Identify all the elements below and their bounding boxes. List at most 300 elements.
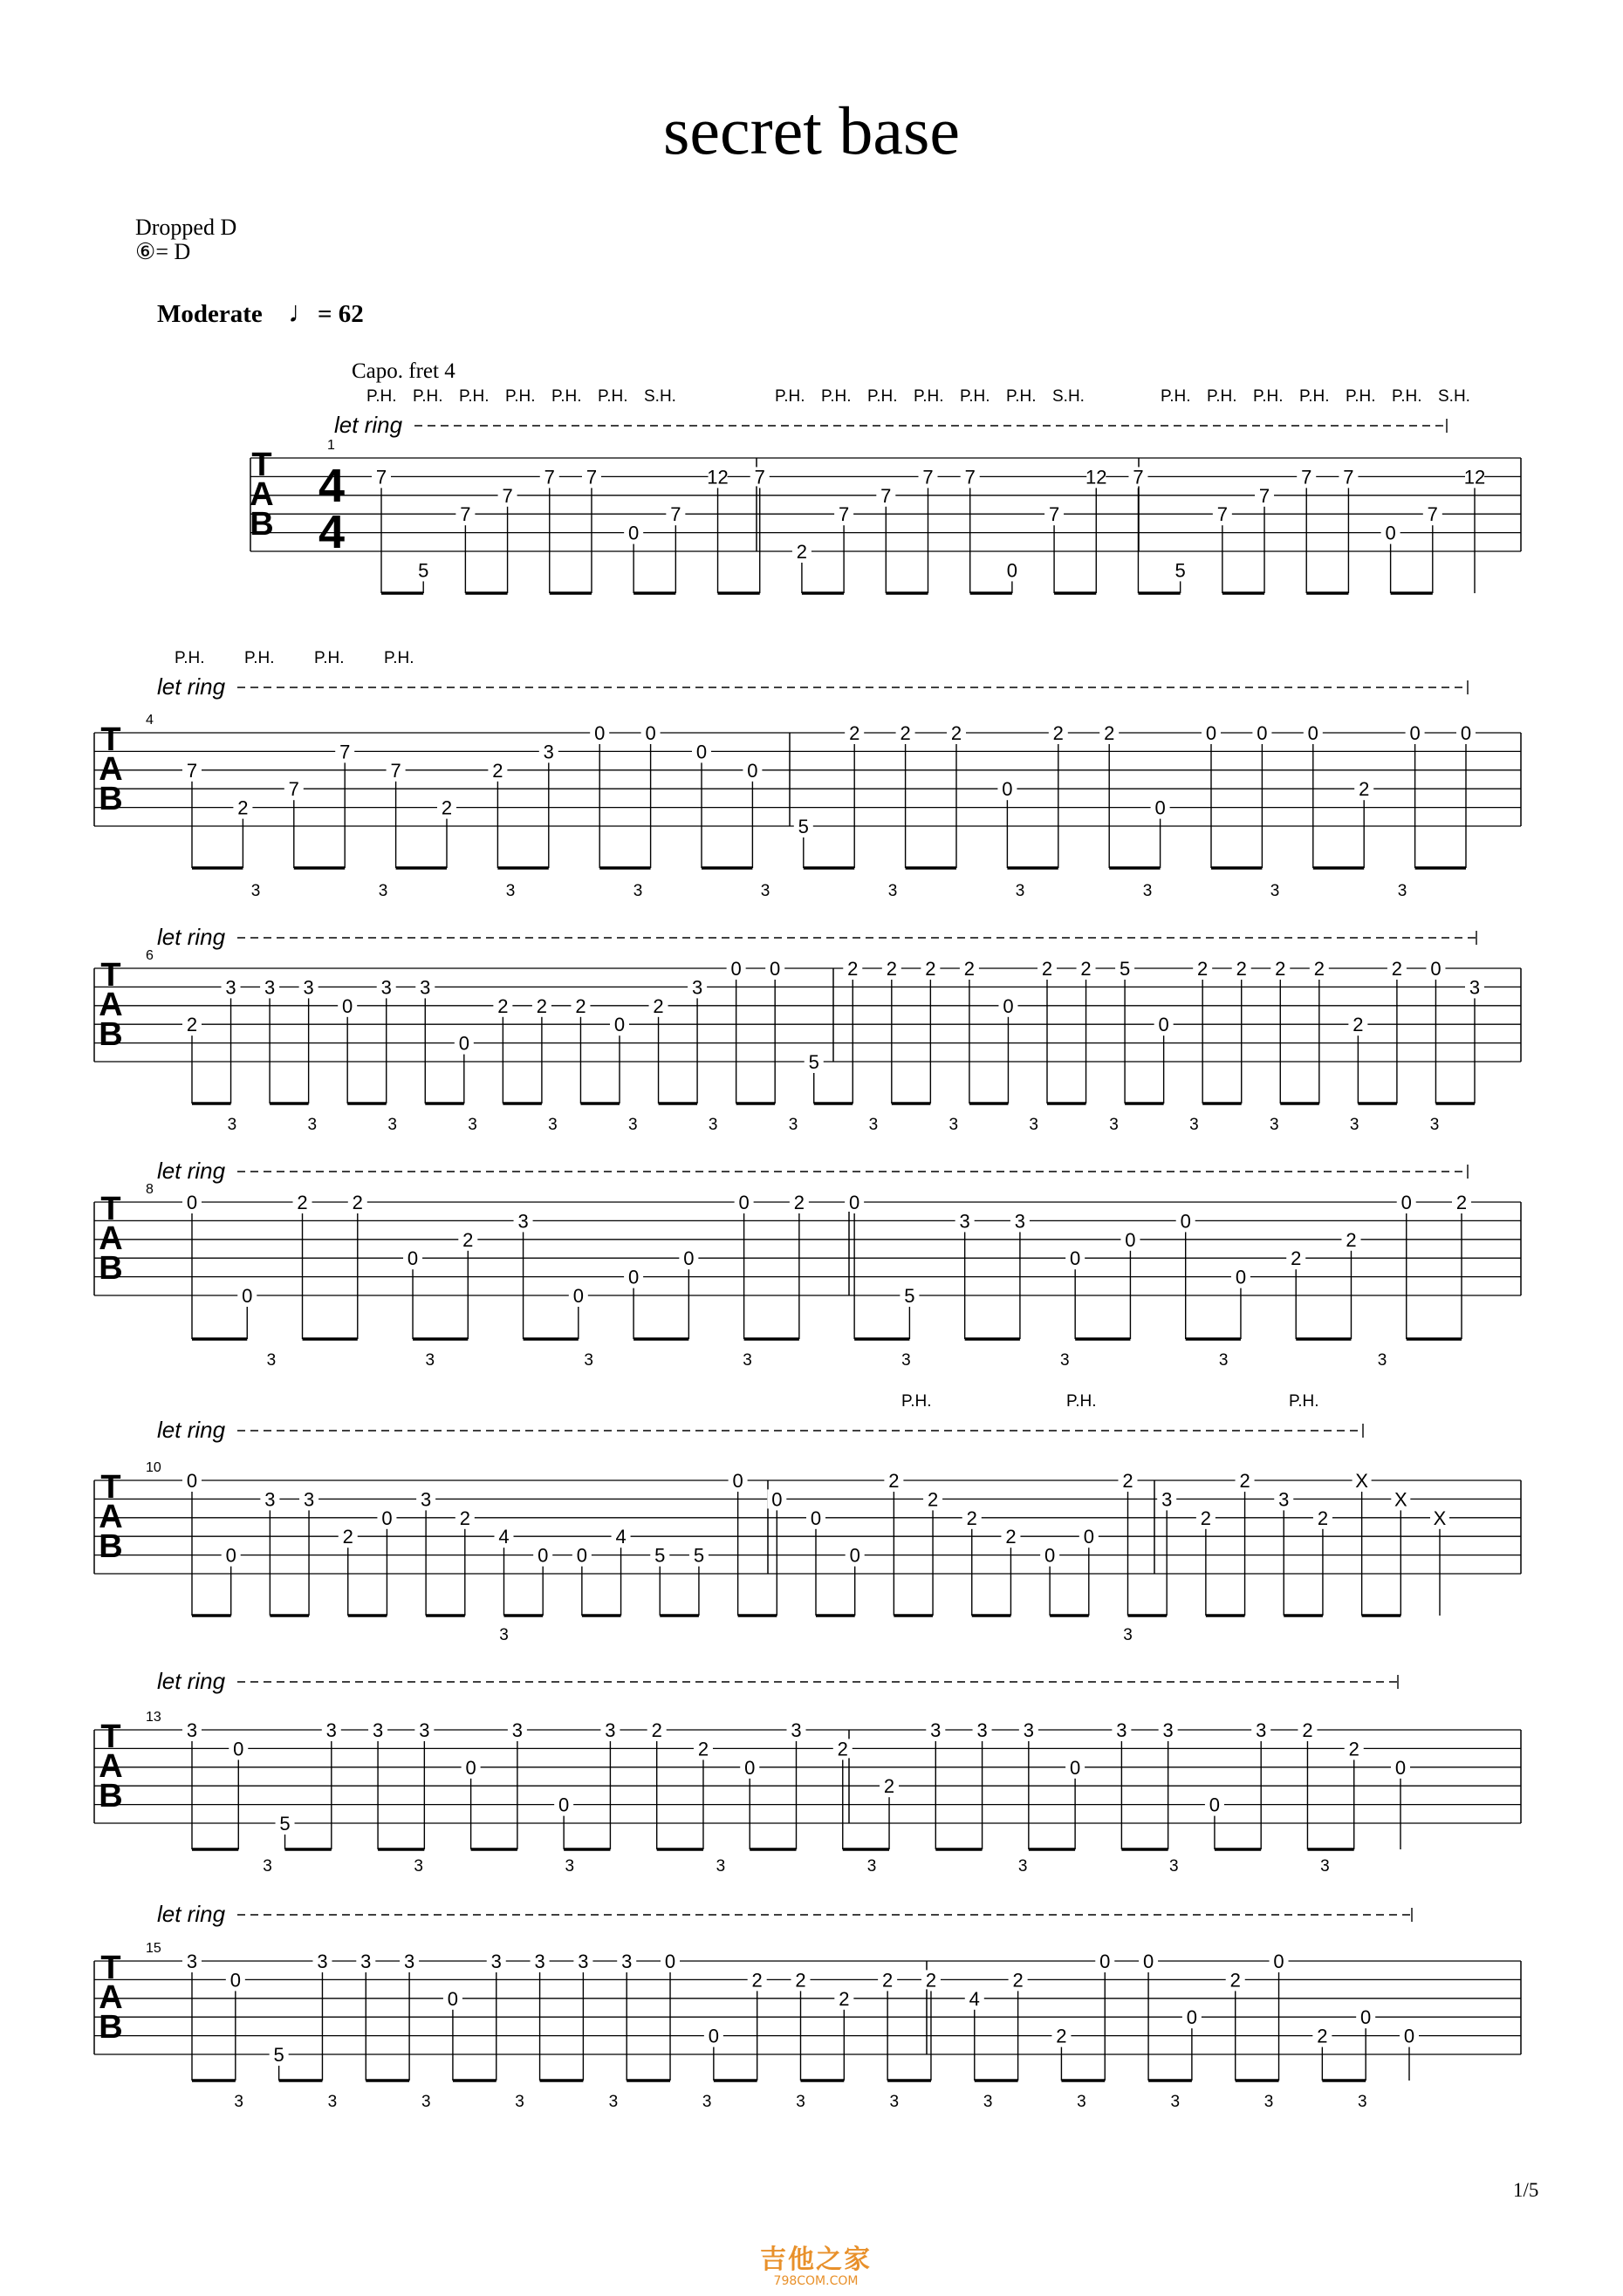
tuplet-number: 3 — [887, 882, 898, 900]
technique-annotation: P.H. — [1392, 387, 1422, 406]
tuning-name: Dropped D — [135, 215, 237, 240]
fret-number: 0 — [645, 722, 656, 744]
technique-annotation: P.H. — [505, 387, 536, 406]
tuplet-number: 3 — [584, 1351, 593, 1370]
measure-number: 15 — [146, 1941, 161, 1956]
fret-number: 2 — [886, 958, 897, 980]
tuplet-number: 3 — [1270, 882, 1280, 900]
fret-number: 3 — [1116, 1719, 1127, 1741]
technique-annotation: P.H. — [1006, 387, 1037, 406]
fret-number: 2 — [575, 994, 586, 1017]
fret-number: 7 — [1301, 466, 1312, 489]
site-logo — [742, 2238, 890, 2288]
fret-number: 0 — [744, 1756, 756, 1779]
fret-number: 3 — [264, 1488, 276, 1511]
measure-number: 4 — [146, 713, 154, 728]
tuplet-number: 3 — [796, 2093, 805, 2111]
tuplet-number: 3 — [1015, 882, 1025, 900]
fret-number: 0 — [1070, 1247, 1081, 1270]
fret-number: 7 — [186, 759, 198, 782]
technique-annotation: P.H. — [1161, 387, 1191, 406]
fret-number: 7 — [502, 484, 513, 507]
fret-number: 7 — [1048, 503, 1060, 526]
fret-number: 3 — [303, 976, 314, 999]
fret-number: 2 — [651, 1719, 662, 1741]
fret-number: X — [1433, 1507, 1447, 1529]
tab-clef-letter: T — [100, 721, 121, 758]
tuplet-number: 3 — [468, 1116, 477, 1134]
fret-number: 0 — [664, 1951, 676, 1972]
technique-annotation: S.H. — [1438, 387, 1470, 406]
fret-number: 0 — [708, 2025, 719, 2047]
tuplet-number: 3 — [628, 1116, 638, 1134]
time-signature-bottom: 4 — [318, 506, 346, 558]
fret-number: 2 — [186, 1014, 198, 1036]
fret-number: 3 — [1469, 976, 1481, 999]
fret-number: 3 — [930, 1719, 942, 1741]
measure-number: 1 — [327, 438, 335, 453]
tab-clef-letter: A — [99, 1220, 123, 1257]
technique-annotation: P.H. — [244, 649, 275, 667]
fret-number: 0 — [572, 1285, 584, 1307]
tab-clef-letter: B — [99, 1016, 123, 1053]
fret-number: 12 — [1463, 466, 1486, 489]
fret-number: 0 — [1154, 796, 1166, 819]
tab-clef-letter: B — [99, 1528, 123, 1565]
fret-number: 0 — [738, 1192, 750, 1213]
fret-number: 0 — [1460, 722, 1472, 744]
fret-number: 2 — [1122, 1470, 1133, 1492]
fret-number: 3 — [317, 1951, 328, 1972]
fret-number: 0 — [576, 1544, 587, 1567]
fret-number: 3 — [1014, 1210, 1026, 1233]
fret-number: 0 — [1360, 2006, 1372, 2029]
tab-clef-letter: B — [250, 506, 274, 543]
fret-number: 2 — [925, 958, 936, 980]
fret-number: 2 — [1346, 1228, 1357, 1251]
fret-number: 0 — [810, 1507, 822, 1529]
fret-number: 2 — [882, 1969, 894, 1992]
fret-number: 7 — [1258, 484, 1270, 507]
tuplet-number: 3 — [263, 1857, 272, 1876]
tuplet-number: 3 — [866, 1857, 877, 1876]
fret-number: 2 — [966, 1507, 977, 1529]
fret-number: 0 — [242, 1285, 253, 1307]
tuplet-number: 3 — [1077, 2093, 1086, 2111]
fret-number: 4 — [969, 1987, 980, 2010]
fret-number: 0 — [771, 1488, 783, 1511]
technique-annotation: P.H. — [1066, 1392, 1097, 1411]
tuplet-number: 3 — [1029, 1116, 1038, 1134]
fret-number: 2 — [1317, 2025, 1328, 2047]
fret-number: 3 — [186, 1951, 198, 1972]
tuplet-number: 3 — [1169, 1857, 1179, 1876]
fret-number: 2 — [1200, 1507, 1211, 1529]
fret-number: 0 — [1125, 1228, 1136, 1251]
fret-number: 7 — [880, 484, 892, 507]
technique-annotation: P.H. — [775, 387, 805, 406]
fret-number: 7 — [375, 466, 387, 489]
fret-number: 5 — [273, 2044, 284, 2066]
fret-number: 0 — [458, 1032, 469, 1055]
fret-number: 3 — [621, 1951, 633, 1972]
fret-number: 2 — [1317, 1507, 1329, 1529]
let-ring-label: let ring — [157, 1901, 226, 1927]
fret-number: 2 — [1005, 1526, 1017, 1548]
tuplet-number: 3 — [743, 1351, 752, 1370]
tuplet-number: 3 — [499, 1626, 509, 1644]
fret-number: 0 — [1205, 722, 1217, 744]
fret-number: 0 — [447, 1987, 459, 2010]
fret-number: 5 — [1174, 559, 1186, 582]
fret-number: 7 — [838, 503, 850, 526]
fret-number: 5 — [1119, 958, 1131, 980]
tuplet-number: 3 — [250, 882, 261, 900]
tuplet-number: 3 — [1060, 1351, 1070, 1370]
fret-number: 7 — [754, 466, 765, 489]
fret-number: 2 — [888, 1470, 900, 1492]
fret-number: 2 — [441, 796, 453, 819]
tab-clef-letter: B — [99, 1778, 123, 1814]
tuplet-number: 3 — [1349, 1116, 1359, 1134]
fret-number: 0 — [1069, 1756, 1081, 1779]
fret-number: 0 — [613, 1014, 626, 1036]
fret-number: 3 — [976, 1719, 988, 1741]
fret-number: 0 — [1257, 722, 1268, 744]
fret-number: 0 — [1142, 1951, 1154, 1972]
technique-annotation: S.H. — [644, 387, 676, 406]
fret-number: 3 — [421, 1488, 432, 1511]
tab-clef-letter: A — [99, 987, 123, 1023]
fret-number: 3 — [534, 1951, 545, 1972]
fret-number: 3 — [360, 1951, 372, 1972]
tuplet-number: 3 — [1377, 1351, 1387, 1370]
fret-number: 2 — [1104, 722, 1115, 744]
fret-number: 5 — [418, 559, 429, 582]
fret-number: 0 — [465, 1756, 476, 1779]
fret-number: 0 — [627, 1266, 640, 1288]
fret-number: 3 — [1162, 1719, 1174, 1741]
fret-number: 3 — [578, 1951, 589, 1972]
fret-number: 3 — [225, 976, 236, 999]
fret-number: 2 — [1313, 958, 1325, 980]
fret-number: 2 — [653, 994, 664, 1017]
let-ring-label: let ring — [157, 1668, 226, 1694]
fret-number: 7 — [390, 759, 401, 782]
tuplet-number: 3 — [702, 2093, 712, 2111]
fret-number: 12 — [1085, 466, 1107, 489]
fret-number: 5 — [808, 1051, 819, 1073]
fret-number: 0 — [1209, 1794, 1221, 1816]
capo-marking: Capo. fret 4 — [352, 359, 455, 383]
technique-annotation: P.H. — [867, 387, 898, 406]
fret-number: 0 — [1409, 722, 1421, 744]
technique-annotation: P.H. — [459, 387, 490, 406]
fret-number: 0 — [1430, 958, 1442, 980]
fret-number: 7 — [670, 503, 681, 526]
fret-number: 2 — [1359, 778, 1370, 801]
let-ring-label: let ring — [157, 673, 226, 700]
fret-number: 2 — [1239, 1470, 1250, 1492]
tab-clef-letter: T — [100, 1191, 121, 1227]
tuplet-number: 3 — [1358, 2093, 1367, 2111]
let-ring-label: let ring — [334, 412, 403, 438]
fret-number: 0 — [732, 1470, 743, 1492]
fret-number: 7 — [586, 466, 598, 489]
fret-number: 2 — [1229, 1969, 1241, 1992]
fret-number: 7 — [544, 466, 555, 489]
fret-number: X — [1394, 1488, 1407, 1511]
tuplet-number: 3 — [1263, 2093, 1274, 2111]
fret-number: 0 — [1273, 1951, 1284, 1972]
fret-number: 0 — [407, 1247, 419, 1270]
song-title: secret base — [663, 92, 960, 168]
tuplet-number: 3 — [1270, 1116, 1279, 1134]
fret-number: 3 — [959, 1210, 970, 1233]
fret-number: 2 — [352, 1192, 363, 1213]
fret-number: 2 — [1348, 1738, 1359, 1760]
fret-number: 3 — [517, 1210, 529, 1233]
fret-number: 2 — [1197, 958, 1209, 980]
fret-number: 7 — [1133, 466, 1144, 489]
fret-number: 2 — [1052, 722, 1064, 744]
fret-number: 5 — [904, 1285, 915, 1307]
fret-number: 0 — [1003, 994, 1014, 1017]
tuplet-number: 3 — [387, 1116, 397, 1134]
tuplet-number: 3 — [421, 2093, 431, 2111]
technique-annotation: P.H. — [914, 387, 944, 406]
fret-number: 0 — [594, 722, 606, 744]
fret-number: 2 — [900, 722, 911, 744]
tuplet-number: 3 — [1017, 1857, 1028, 1876]
fret-number: 2 — [1391, 958, 1403, 980]
tuplet-number: 3 — [307, 1116, 318, 1134]
technique-annotation: P.H. — [413, 387, 443, 406]
fret-number: 7 — [922, 466, 934, 489]
fret-number: 4 — [498, 1526, 510, 1548]
fret-number: 5 — [654, 1544, 666, 1567]
fret-number: 0 — [849, 1544, 860, 1567]
fret-number: 7 — [1343, 466, 1354, 489]
fret-number: 2 — [793, 1192, 805, 1213]
fret-number: 5 — [279, 1813, 291, 1835]
fret-number: 2 — [1056, 2025, 1067, 2047]
fret-number: 4 — [615, 1526, 627, 1548]
technique-annotation: P.H. — [1346, 387, 1376, 406]
logo-main: 吉他之家 — [760, 2245, 872, 2275]
fret-number: 0 — [628, 522, 640, 544]
tab-clef-letter: A — [99, 1499, 123, 1535]
fret-number: 0 — [1099, 1951, 1111, 1972]
fret-number: 3 — [1278, 1488, 1290, 1511]
tuplet-number: 3 — [227, 1116, 237, 1134]
fret-number: 2 — [697, 1738, 709, 1760]
tuplet-number: 3 — [1397, 882, 1407, 900]
technique-annotation: P.H. — [175, 649, 205, 667]
tab-clef-letter: A — [99, 751, 123, 788]
tuplet-number: 3 — [716, 1857, 726, 1876]
tuplet-number: 3 — [760, 882, 770, 900]
measure-number: 6 — [146, 948, 154, 963]
let-ring-label: let ring — [157, 1158, 226, 1184]
fret-number: 2 — [837, 1738, 848, 1760]
fret-number: 0 — [1186, 2006, 1198, 2029]
tuplet-number: 3 — [515, 2093, 524, 2111]
fret-number: 3 — [264, 976, 276, 999]
tab-clef-letter: A — [99, 1979, 123, 2016]
fret-number: 3 — [419, 1719, 430, 1741]
fret-number: 0 — [186, 1470, 198, 1492]
fret-number: 3 — [1256, 1719, 1267, 1741]
tuplet-number: 3 — [788, 1116, 798, 1134]
fret-number: 3 — [605, 1719, 616, 1741]
technique-annotation: P.H. — [314, 649, 345, 667]
technique-annotation: P.H. — [384, 649, 414, 667]
technique-annotation: S.H. — [1052, 387, 1085, 406]
fret-number: 3 — [1023, 1719, 1034, 1741]
fret-number: 3 — [691, 976, 703, 999]
technique-annotation: P.H. — [901, 1392, 932, 1411]
fret-number: 3 — [791, 1719, 802, 1741]
technique-annotation: P.H. — [1253, 387, 1284, 406]
fret-number: 2 — [796, 541, 808, 563]
tab-clef-letter: B — [99, 781, 123, 817]
fret-number: 7 — [1216, 503, 1228, 526]
fret-number: 0 — [770, 958, 781, 980]
fret-number: 2 — [459, 1507, 470, 1529]
time-signature-top: 4 — [318, 460, 346, 512]
tuplet-number: 3 — [1189, 1116, 1199, 1134]
fret-number: 5 — [693, 1544, 705, 1567]
technique-annotation: P.H. — [598, 387, 628, 406]
tuplet-number: 3 — [327, 2093, 338, 2111]
fret-number: 2 — [795, 1969, 806, 1992]
fret-number: 2 — [963, 958, 976, 980]
fret-number: 2 — [1352, 1014, 1364, 1036]
tab-clef-letter: T — [100, 1950, 121, 1986]
fret-number: 0 — [695, 741, 708, 763]
fret-number: 2 — [751, 1969, 763, 1992]
tuplet-number: 3 — [1170, 2093, 1181, 2111]
tuplet-number: 3 — [983, 2093, 993, 2111]
fret-number: 0 — [538, 1544, 549, 1567]
page-number: 1/5 — [1513, 2179, 1539, 2201]
tuplet-number: 3 — [1320, 1857, 1330, 1876]
fret-number: 2 — [1236, 958, 1247, 980]
fret-number: 3 — [420, 976, 431, 999]
fret-number: 2 — [883, 1775, 895, 1798]
tempo-text: Moderate — [157, 300, 263, 328]
tuplet-number: 3 — [425, 1351, 435, 1370]
fret-number: 2 — [1041, 958, 1053, 980]
tuplet-number: 3 — [266, 1351, 277, 1370]
fret-number: 2 — [1291, 1247, 1302, 1270]
tab-clef-letter: B — [99, 1250, 123, 1287]
technique-annotation: P.H. — [960, 387, 990, 406]
fret-number: 2 — [849, 722, 860, 744]
quarter-note-icon: ♩ — [288, 297, 318, 329]
fret-number: 3 — [372, 1719, 384, 1741]
fret-number: X — [1355, 1470, 1368, 1492]
fret-number: 0 — [381, 1507, 393, 1529]
fret-number: 7 — [964, 466, 976, 489]
fret-number: 3 — [543, 741, 554, 763]
fret-number: 3 — [511, 1719, 524, 1741]
fret-number: 2 — [1455, 1192, 1468, 1213]
let-ring-label: let ring — [157, 1417, 226, 1443]
fret-number: 2 — [237, 796, 249, 819]
fret-number: 7 — [460, 503, 471, 526]
measure-number: 13 — [146, 1710, 161, 1725]
fret-number: 0 — [1006, 559, 1018, 582]
fret-number: 3 — [490, 1951, 502, 1972]
fret-number: 0 — [1083, 1526, 1094, 1548]
fret-number: 3 — [380, 976, 392, 999]
tuplet-number: 3 — [378, 882, 388, 900]
fret-number: 0 — [1044, 1544, 1056, 1567]
fret-number: 0 — [1002, 778, 1013, 801]
fret-number: 2 — [462, 1228, 474, 1251]
tab-clef-letter: A — [99, 1748, 123, 1785]
tab-clef-letter: T — [251, 447, 272, 483]
tuplet-number: 3 — [901, 1351, 911, 1370]
tuplet-number: 3 — [608, 2093, 619, 2111]
fret-number: 2 — [847, 958, 859, 980]
tuplet-number: 3 — [633, 882, 643, 900]
tuplet-number: 3 — [1429, 1116, 1440, 1134]
fret-number: 0 — [225, 1544, 236, 1567]
string-number-icon: ⑥ — [135, 239, 156, 264]
tuplet-number: 3 — [414, 1857, 423, 1876]
fret-number: 0 — [342, 994, 353, 1017]
tuplet-number: 3 — [708, 1116, 718, 1134]
fret-number: 0 — [1394, 1756, 1407, 1779]
technique-annotation: P.H. — [1289, 1392, 1319, 1411]
measure-number: 10 — [146, 1460, 161, 1475]
fret-number: 0 — [558, 1794, 570, 1816]
tab-clef-letter: A — [250, 476, 274, 513]
fret-number: 2 — [342, 1526, 353, 1548]
tuning-note: = D — [155, 239, 191, 264]
fret-number: 0 — [683, 1247, 695, 1270]
fret-number: 2 — [1302, 1719, 1313, 1741]
fret-number: 3 — [1161, 1488, 1173, 1511]
fret-number: 2 — [497, 994, 509, 1017]
fret-number: 12 — [707, 466, 729, 489]
tuplet-number: 3 — [1218, 1351, 1229, 1370]
fret-number: 0 — [229, 1969, 241, 1992]
fret-number: 7 — [288, 778, 299, 801]
fret-number: 2 — [925, 1969, 937, 1992]
fret-number: 2 — [1012, 1969, 1024, 1992]
fret-number: 5 — [798, 816, 809, 837]
measure-number: 8 — [146, 1182, 154, 1197]
tab-clef-letter: T — [100, 1719, 121, 1755]
technique-annotation: P.H. — [821, 387, 852, 406]
fret-number: 2 — [1275, 958, 1286, 980]
fret-number: 0 — [730, 958, 742, 980]
technique-annotation: P.H. — [366, 387, 397, 406]
fret-number: 2 — [1080, 958, 1092, 980]
tuplet-number: 3 — [1109, 1116, 1119, 1134]
fret-number: 0 — [1158, 1014, 1169, 1036]
fret-number: 3 — [403, 1951, 415, 1972]
tab-clef-letter: T — [100, 957, 121, 994]
fret-number: 0 — [1385, 522, 1396, 544]
fret-number: 0 — [1403, 2025, 1415, 2047]
tab-clef-letter: T — [100, 1469, 121, 1506]
fret-number: 0 — [849, 1192, 860, 1213]
